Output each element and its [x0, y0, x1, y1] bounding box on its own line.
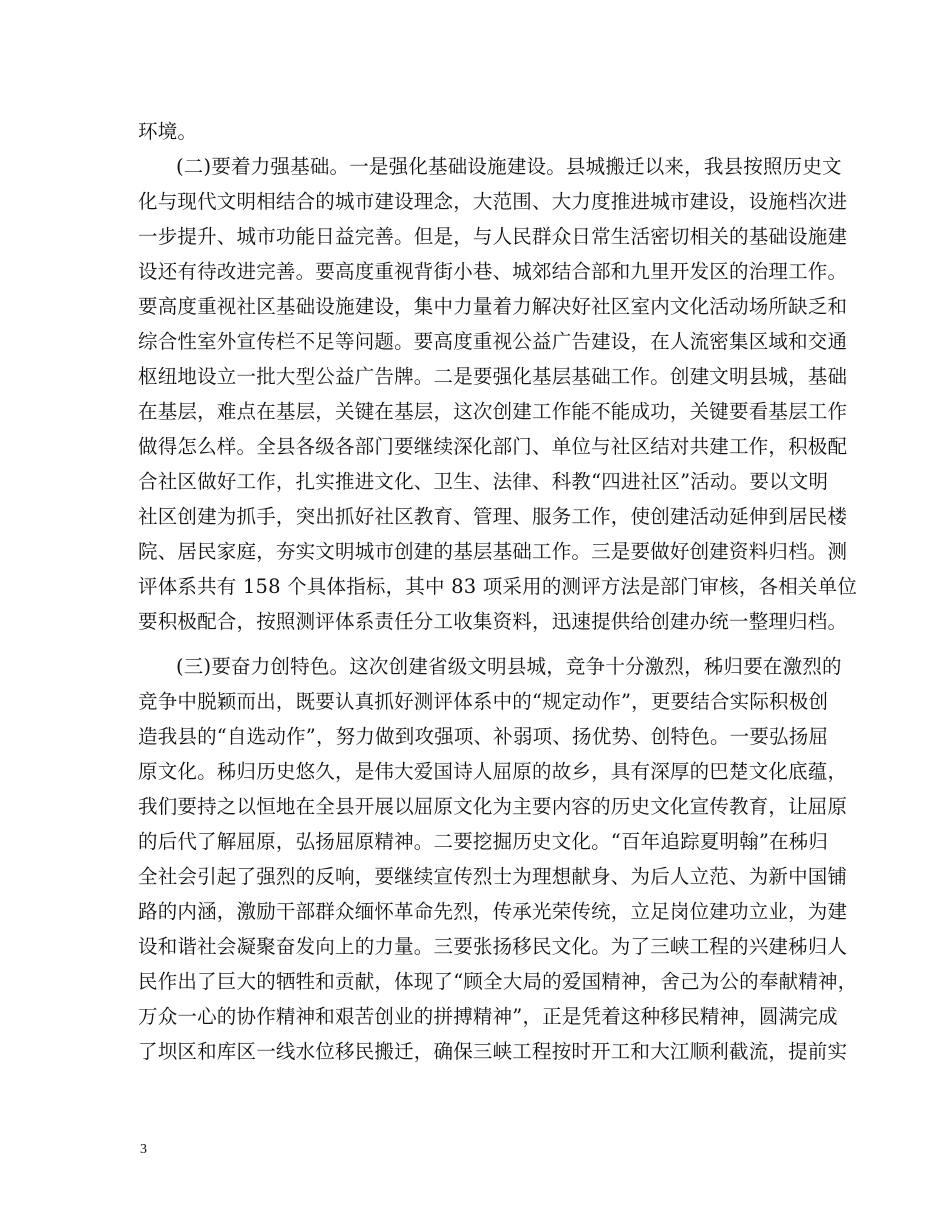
paragraph-two-first-line: (二)要着力强基础。一是强化基础设施建设。县城搬迁以来，我县按照历史文	[176, 155, 842, 178]
text-line: 造我县的“自选动作”，努力做到攻强项、补弱项、扬优势、创特色。一要弘扬屈	[138, 725, 829, 748]
text-line: 枢纽地设立一批大型公益广告牌。二是要强化基层基础工作。创建文明县城，基础	[138, 365, 848, 388]
text-line: 社区创建为抓手，突出抓好社区教育、管理、服务工作，使创建活动延伸到居民楼	[138, 505, 848, 528]
text-line: 院、居民家庭，夯实文明城市创建的基层基础工作。三是要做好创建资料归档。测	[138, 540, 848, 563]
text-line: 合社区做好工作，扎实推进文化、卫生、法律、科教“四进社区”活动。要以文明	[138, 470, 829, 493]
text-line: 万众一心的协作精神和艰苦创业的拼搏精神”，正是凭着这种移民精神，圆满完成	[138, 1005, 838, 1028]
text-line: 要高度重视社区基础设施建设，集中力量着力解决好社区室内文化活动场所缺乏和	[138, 295, 848, 318]
text-line: 竞争中脱颖而出，既要认真抓好测评体系中的“规定动作”，更要结合实际积极创	[138, 690, 829, 713]
text-line: 一步提升、城市功能日益完善。但是，与人民群众日常生活密切相关的基础设施建	[138, 225, 848, 248]
text-line: 设和谐社会凝聚奋发向上的力量。三要张扬移民文化。为了三峡工程的兴建秭归人	[138, 935, 848, 958]
text-line: 综合性室外宣传栏不足等问题。要高度重视公益广告建设，在人流密集区域和交通	[138, 330, 848, 353]
text-line: 在基层，难点在基层，关键在基层，这次创建工作能不能成功，关键要看基层工作	[138, 400, 848, 423]
text-line: 设还有待改进完善。要高度重视背街小巷、城郊结合部和九里开发区的治理工作。	[138, 260, 848, 283]
page-number: 3	[140, 1142, 147, 1157]
text-line: 了坝区和库区一线水位移民搬迁，确保三峡工程按时开工和大江顺利截流，提前实	[138, 1040, 848, 1063]
text-line: 路的内涵，激励干部群众缅怀革命先烈，传承光荣传统，立足岗位建功立业，为建	[138, 900, 848, 923]
text-line: 做得怎么样。全县各级各部门要继续深化部门、单位与社区结对共建工作，积极配	[138, 435, 848, 458]
text-line: 化与现代文明相结合的城市建设理念，大范围、大力度推进城市建设，设施档次进	[138, 190, 848, 213]
text-line: 要积极配合，按照测评体系责任分工收集资料，迅速提供给创建办统一整理归档。	[138, 610, 848, 633]
text-line: 的后代了解屈原，弘扬屈原精神。二要挖掘历史文化。“百年追踪夏明翰”在秭归	[138, 830, 829, 853]
text-line: 全社会引起了强烈的反响，要继续宣传烈士为理想献身、为后人立范、为新中国铺	[138, 865, 848, 888]
text-line: 民作出了巨大的牺牲和贡献，体现了“顾全大局的爱国精神，舍己为公的奉献精神，	[138, 970, 858, 993]
text-line: 环境。	[138, 120, 198, 143]
paragraph-three-first-line: (三)要奋力创特色。这次创建省级文明县城，竞争十分激烈，秭归要在激烈的	[176, 655, 842, 678]
text-line: 原文化。秭归历史悠久，是伟大爱国诗人屈原的故乡，具有深厚的巴楚文化底蕴，	[138, 760, 848, 783]
text-line: 评体系共有 158 个具体指标，其中 83 项采用的测评方法是部门审核，各相关单位	[138, 575, 858, 598]
text-line: 我们要持之以恒地在全县开展以屈原文化为主要内容的历史文化宣传教育，让屈原	[138, 795, 848, 818]
